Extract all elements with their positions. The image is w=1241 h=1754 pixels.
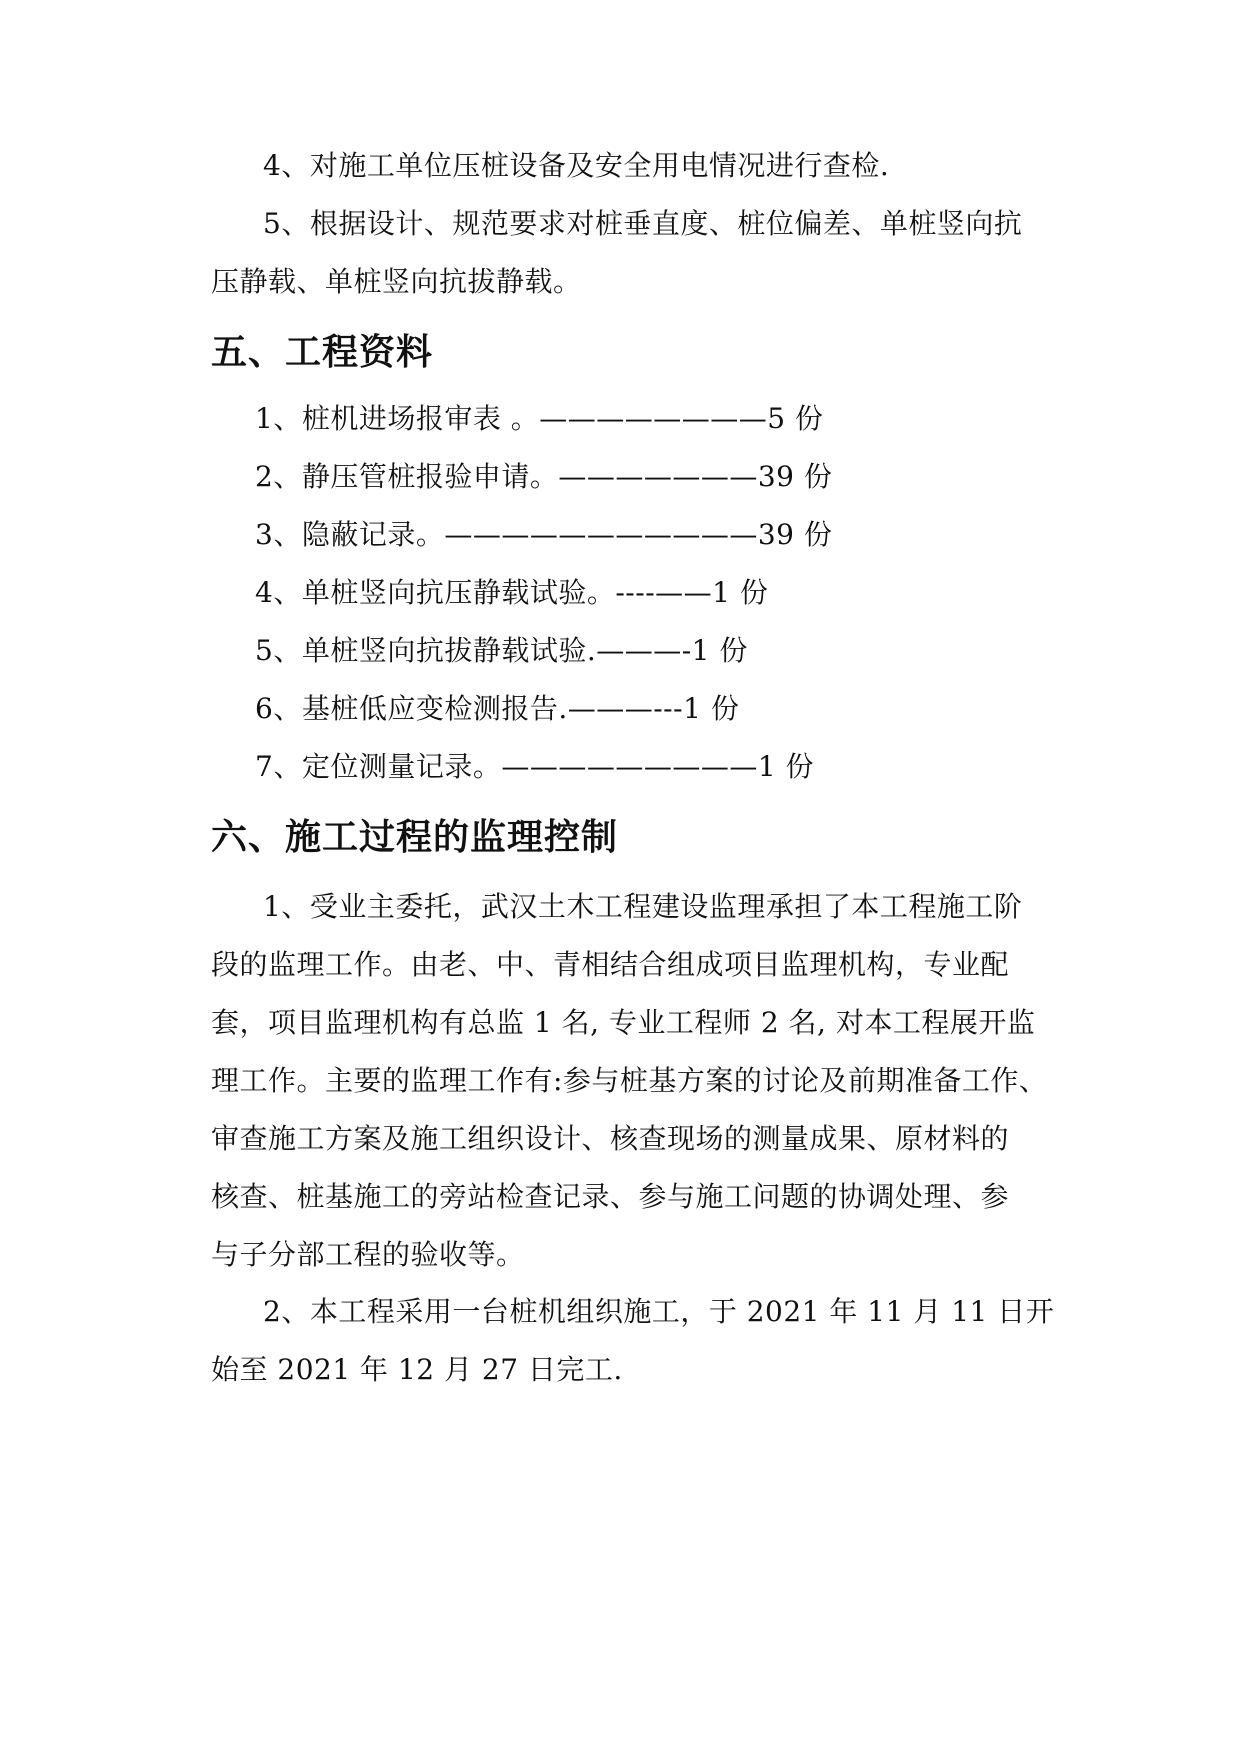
- item-inspect-equipment: 4、对施工单位压桩设备及安全用电情况进行查检.: [263, 149, 890, 182]
- paragraph-line: 审查施工方案及施工组织设计、核查现场的测量成果、原材料的: [211, 1122, 1010, 1155]
- doc-list-item: 6、基桩低应变检测报告.———---1 份: [255, 692, 740, 725]
- paragraph-line: 1、受业主委托，武汉土木工程建设监理承担了本工程施工阶: [263, 890, 1023, 923]
- doc-list-item: 2、静压管桩报验申请。———————39 份: [255, 460, 833, 493]
- paragraph-line: 理工作。主要的监理工作有:参与桩基方案的讨论及前期准备工作、: [211, 1064, 1048, 1097]
- paragraph-line: 与子分部工程的验收等。: [211, 1238, 525, 1271]
- doc-list-item: 5、单桩竖向抗拔静载试验.———-1 份: [255, 634, 748, 667]
- doc-list-item: 7、定位测量记录。—————————1 份: [255, 750, 815, 783]
- paragraph-line: 段的监理工作。由老、中、青相结合组成项目监理机构，专业配: [211, 948, 1010, 981]
- paragraph-line: 始至 2021 年 12 月 27 日完工.: [211, 1353, 623, 1386]
- paragraph-line: 2、本工程采用一台桩机组织施工，于 2021 年 11 月 11 日开: [263, 1295, 1055, 1328]
- item-design-requirements-cont: 压静载、单桩竖向抗拔静载。: [211, 265, 582, 298]
- paragraph-line: 核查、桩基施工的旁站检查记录、参与施工问题的协调处理、参: [211, 1180, 1010, 1213]
- doc-list-item: 1、桩机进场报审表 。————————5 份: [255, 402, 824, 435]
- section-heading-supervision-control: 六、施工过程的监理控制: [211, 817, 619, 858]
- paragraph-line: 套，项目监理机构有总监 1 名, 专业工程师 2 名, 对本工程展开监: [211, 1006, 1036, 1039]
- section-heading-engineering-docs: 五、工程资料: [211, 332, 434, 373]
- doc-list-item: 3、隐蔽记录。———————————39 份: [255, 518, 833, 551]
- doc-list-item: 4、单桩竖向抗压静载试验。----——1 份: [255, 576, 769, 609]
- item-design-requirements: 5、根据设计、规范要求对桩垂直度、桩位偏差、单桩竖向抗: [263, 207, 1023, 240]
